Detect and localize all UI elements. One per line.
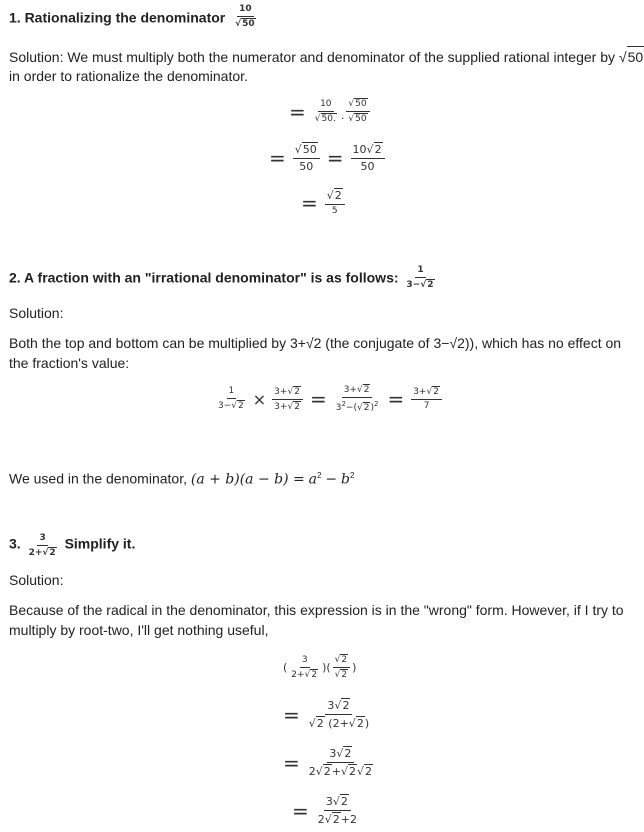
sqrt-icon: √ [426, 387, 433, 397]
num-prefix: 3+ [274, 386, 288, 397]
section-3-step-3 [278, 746, 377, 779]
equals-sign: = [309, 387, 327, 411]
radicand: 2 [342, 699, 350, 712]
section-3-step-1 [283, 654, 356, 681]
base: 3 [335, 403, 342, 413]
denominator [404, 278, 436, 291]
close-paren: ) [322, 660, 327, 674]
denominator [316, 811, 359, 827]
sqrt-icon: √ [42, 548, 49, 558]
fraction [346, 98, 369, 125]
numerator [327, 746, 354, 763]
identity-line [9, 466, 354, 490]
numerator: 3 [37, 533, 47, 546]
exponent: 2 [373, 400, 379, 408]
sqrt-icon: √ [348, 99, 355, 109]
exponent: 2 [349, 471, 355, 480]
dot-operator: . [340, 108, 345, 122]
open-paren: ( [283, 660, 288, 674]
radicand: 2 [294, 386, 300, 397]
section-3-step-4 [287, 794, 361, 827]
fraction [216, 386, 247, 412]
sqrt-icon: √ [332, 795, 340, 808]
numerator [325, 698, 352, 715]
section-1-step-1 [284, 98, 372, 125]
coefficient: 3 [325, 795, 333, 808]
close-paren: ) [364, 717, 370, 730]
numerator [272, 386, 303, 400]
sqrt-icon: √ [304, 669, 311, 680]
fraction [272, 386, 303, 413]
plus-sign: + [331, 765, 341, 778]
section-1-step-2 [264, 142, 387, 174]
radicand: 2 [332, 813, 340, 826]
sqrt-icon: √ [348, 114, 355, 124]
times-sign: × [252, 389, 267, 409]
sqrt-icon: √ [356, 385, 363, 395]
sqrt-icon: √ [334, 670, 341, 680]
fraction [313, 99, 339, 125]
numerator [333, 654, 350, 668]
fraction-numerator: 10 [237, 4, 254, 17]
numerator [324, 794, 351, 811]
numerator [293, 142, 320, 159]
identity-b: b [341, 471, 350, 488]
fraction [307, 698, 371, 731]
radicand: 2 [294, 401, 300, 412]
denominator [334, 398, 381, 414]
radicand: 2 [49, 548, 56, 558]
heading-fraction [404, 265, 436, 291]
sqrt-icon: √ [287, 386, 294, 397]
fraction [289, 655, 320, 681]
numerator: 10 [318, 99, 333, 112]
denominator [216, 399, 247, 412]
radicand: 2 [323, 765, 331, 778]
denominator: 50 [360, 160, 375, 173]
sqrt-icon: √ [308, 717, 316, 730]
fraction [325, 188, 345, 217]
equals-sign: = [269, 146, 286, 170]
section-2-paragraph: Both the top and bottom can be multiplied by 3+√2 (the conjugate of 3−√2)), which has no effect on the fraction's value: [9, 335, 622, 371]
numerator: 1 [415, 265, 425, 278]
radicand: 2 [365, 765, 373, 778]
equals-sign: = [289, 99, 306, 124]
denominator [307, 763, 375, 779]
fraction [316, 794, 359, 827]
section-2-equation [214, 384, 444, 414]
minus-sign: − [325, 471, 338, 488]
sqrt-icon: √ [334, 699, 342, 712]
numerator: 1 [227, 386, 237, 399]
radicand: 50. [321, 113, 336, 124]
den-prefix: 3− [218, 401, 232, 411]
equals-sign: = [283, 702, 300, 727]
section-3-number: 3. [9, 535, 21, 552]
sqrt-icon: √ [314, 113, 321, 124]
radicand: 2 [316, 717, 324, 730]
heading-fraction [27, 533, 59, 559]
coefficient: 2 [317, 813, 325, 826]
fraction [411, 386, 442, 412]
sqrt-icon: √ [357, 765, 365, 778]
open-paren: ( [326, 660, 331, 674]
coefficient: 3 [327, 699, 335, 712]
section-1-heading-text: 1. Rationalizing the denominator [9, 9, 226, 26]
radicand: 2 [344, 747, 352, 760]
section-3-solution-label: Solution: [9, 572, 64, 588]
denominator: 50 [299, 160, 314, 173]
radicand: 2 [433, 387, 439, 397]
radicand: 50 [302, 143, 317, 156]
denominator [333, 668, 350, 681]
section-2-solution-label: Solution: [9, 305, 64, 321]
sqrt-icon: √ [235, 19, 242, 29]
radicand: 2 [340, 795, 348, 808]
equals-sign: = [301, 190, 318, 215]
numerator [351, 142, 385, 159]
radicand: 2 [349, 765, 357, 778]
sqrt-icon: √ [294, 143, 302, 156]
den-prefix: 2+ [291, 669, 305, 680]
radicand: 2 [374, 143, 382, 156]
coefficient: 2 [308, 765, 316, 778]
denominator [313, 112, 339, 125]
num-prefix: 3+ [413, 387, 427, 397]
denominator [289, 668, 320, 681]
identity-a: a [308, 471, 318, 488]
denominator [272, 400, 303, 413]
sqrt-icon: √ [315, 765, 323, 778]
sqrt-icon: √ [618, 49, 627, 65]
radicand: 50 [355, 114, 367, 124]
numerator: 3 [300, 655, 310, 668]
radicand: 2 [238, 401, 244, 411]
numerator [346, 98, 369, 112]
den-prefix: 2+ [28, 548, 43, 558]
denominator [27, 546, 59, 559]
section-1-solution-line-1 [9, 46, 644, 67]
equals-sign: = [387, 387, 405, 411]
radicand: 2 [363, 385, 370, 395]
section-3-heading [9, 532, 135, 558]
section-1-heading [9, 6, 260, 32]
close-paren: ) [352, 660, 357, 674]
section-2-heading [9, 266, 439, 292]
fraction [334, 384, 381, 414]
radicand: 2 [341, 670, 348, 680]
sqrt-icon: √ [366, 143, 374, 156]
den-prefix: 3+ [274, 401, 288, 412]
heading-fraction [233, 4, 258, 30]
sqrt-icon: √ [324, 813, 332, 826]
section-1-step-3 [296, 188, 347, 217]
section-1-solution-line-2: in order to rationalize the denominator. [9, 68, 248, 84]
den-rest: (2+ [328, 717, 349, 730]
equals-sign: = [292, 798, 309, 823]
radicand: 2 [427, 280, 434, 290]
radicand: 50 [627, 46, 644, 67]
radicand: 50 [355, 99, 367, 109]
section-2-heading-text: 2. A fraction with an "irrational denominator" is as follows: [9, 269, 399, 286]
equals-sign: = [326, 146, 344, 170]
sqrt-icon: √ [341, 765, 349, 778]
fraction [333, 654, 350, 681]
den-prefix: 3− [406, 280, 421, 290]
exponent: 2 [341, 400, 346, 408]
numerator [325, 188, 345, 205]
radicand: 2 [356, 717, 364, 730]
identity-text: We used in the denominator, [9, 470, 187, 487]
solution-text: Solution: We must multiply both the numerator and denominator of the supplied rational integer by [9, 49, 615, 65]
sqrt-icon: √ [287, 401, 294, 412]
section-3-heading-text: Simplify it. [64, 535, 136, 552]
den-mid: −( [345, 403, 357, 413]
exponent: 2 [317, 471, 322, 480]
sqrt-icon: √ [420, 280, 427, 290]
numerator [342, 384, 373, 398]
section-3-step-2 [278, 698, 373, 731]
fraction-denominator [233, 17, 258, 30]
sqrt-icon: √ [334, 655, 341, 665]
radicand: 2 [341, 655, 348, 665]
coefficient: 3 [329, 747, 337, 760]
identity-lhs: (a + b)(a − b) = [190, 471, 305, 488]
fraction [351, 142, 385, 174]
close-paren: ) [370, 403, 374, 413]
denominator [346, 112, 369, 125]
coefficient: 10 [352, 143, 367, 156]
fraction [307, 746, 375, 779]
radicand: 50 [242, 19, 255, 29]
denominator [307, 715, 371, 731]
sqrt-icon: √ [336, 747, 344, 760]
radicand: 2 [334, 189, 342, 202]
sqrt-icon: √ [348, 717, 356, 730]
fraction [293, 142, 320, 174]
numerator [411, 386, 442, 400]
sqrt-icon: √ [356, 403, 363, 413]
equals-sign: = [283, 750, 300, 775]
sqrt-icon: √ [231, 401, 238, 411]
radicand: 2 [363, 403, 370, 413]
section-3-paragraph: Because of the radical in the denominator, this expression is in the "wrong" form. However, if I try to multiply by root-two, I'll get nothing useful, [9, 602, 624, 638]
denominator: 7 [423, 401, 430, 411]
num-prefix: 3+ [343, 385, 357, 395]
radicand: 2 [311, 669, 318, 680]
den-rest: +2 [340, 813, 357, 826]
sqrt-icon: √ [326, 189, 334, 202]
sqrt-expression [619, 46, 644, 67]
denominator: 5 [331, 206, 338, 216]
